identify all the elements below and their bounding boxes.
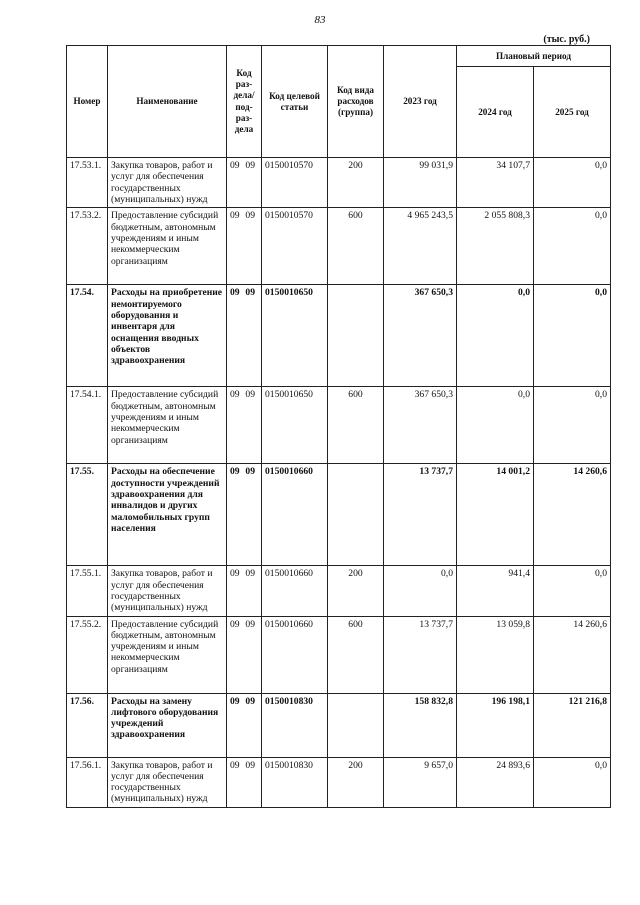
row-2023: 13 737,7 xyxy=(384,464,457,566)
row-name: Расходы на замену лифтового оборудования учреждений здравоохранения xyxy=(108,693,227,757)
row-2024: 34 107,7 xyxy=(457,158,534,208)
subsection-code: 09 xyxy=(245,618,255,630)
row-number: 17.55.1. xyxy=(67,566,108,616)
section-code: 09 xyxy=(230,759,240,771)
row-number: 17.56. xyxy=(67,693,108,757)
subsection-code: 09 xyxy=(245,287,255,299)
subsection-code: 09 xyxy=(245,160,255,171)
row-name: Предоставление субсидий бюджетным, автономным учреждениям и иным некоммерческим организациям xyxy=(108,387,227,464)
row-name: Закупка товаров, работ и услуг для обеспечения государственных (муниципальных) нужд xyxy=(108,757,227,807)
table-row xyxy=(67,616,611,693)
row-2023: 99 031,9 xyxy=(384,158,457,208)
section-code: 09 xyxy=(230,160,240,171)
page-number: 83 xyxy=(314,14,326,26)
row-2024: 0,0 xyxy=(457,285,534,387)
row-expense-code: 600 xyxy=(328,208,384,285)
row-2023: 367 650,3 xyxy=(384,387,457,464)
section-code: 09 xyxy=(230,618,240,630)
row-2024: 2 055 808,3 xyxy=(457,208,534,285)
row-expense-code xyxy=(328,464,384,566)
row-name: Закупка товаров, работ и услуг для обеспечения государственных (муниципальных) нужд xyxy=(108,158,227,208)
row-target-code: 0150010650 xyxy=(262,285,328,387)
row-2024: 0,0 xyxy=(457,387,534,464)
row-2023: 0,0 xyxy=(384,566,457,616)
row-section xyxy=(227,566,262,616)
row-target-code: 0150010660 xyxy=(262,616,328,693)
row-number: 17.56.1. xyxy=(67,757,108,807)
row-expense-code: 600 xyxy=(328,387,384,464)
subsection-code: 09 xyxy=(245,759,255,771)
row-2025: 0,0 xyxy=(534,208,611,285)
row-2023: 4 965 243,5 xyxy=(384,208,457,285)
row-expense-code: 200 xyxy=(328,158,384,208)
row-2024: 14 001,2 xyxy=(457,464,534,566)
header-expense-code: Код вида расходов (группа) xyxy=(328,46,384,158)
row-target-code: 0150010830 xyxy=(262,693,328,757)
row-number: 17.54.1. xyxy=(67,387,108,464)
row-section xyxy=(227,757,262,807)
table-row xyxy=(67,208,611,285)
row-2025: 121 216,8 xyxy=(534,693,611,757)
subsection-code: 09 xyxy=(245,695,255,707)
table-row xyxy=(67,387,611,464)
header-name: Наименование xyxy=(108,46,227,158)
row-2025: 0,0 xyxy=(534,387,611,464)
row-2023: 158 832,8 xyxy=(384,693,457,757)
row-2025: 0,0 xyxy=(534,566,611,616)
row-2023: 9 657,0 xyxy=(384,757,457,807)
table-row xyxy=(67,757,611,807)
row-2025: 0,0 xyxy=(534,285,611,387)
section-code: 09 xyxy=(230,568,240,580)
row-target-code: 0150010660 xyxy=(262,566,328,616)
row-expense-code xyxy=(328,285,384,387)
row-section xyxy=(227,208,262,285)
row-2025: 14 260,6 xyxy=(534,464,611,566)
row-expense-code: 600 xyxy=(328,616,384,693)
row-section xyxy=(227,693,262,757)
row-name: Расходы на обеспечение доступности учреждений здравоохранения для инвалидов и других маломобильных групп населения xyxy=(108,464,227,566)
row-number: 17.53.2. xyxy=(67,208,108,285)
row-name: Предоставление субсидий бюджетным, автономным учреждениям и иным некоммерческим организациям xyxy=(108,616,227,693)
row-section xyxy=(227,464,262,566)
row-target-code: 0150010570 xyxy=(262,158,328,208)
row-2023: 367 650,3 xyxy=(384,285,457,387)
header-section-code: Код раз-дела/ под-раз-дела xyxy=(227,46,262,158)
table-row xyxy=(67,285,611,387)
subsection-code: 09 xyxy=(245,568,255,580)
subsection-code: 09 xyxy=(245,466,255,478)
table-row xyxy=(67,566,611,616)
row-2024: 196 198,1 xyxy=(457,693,534,757)
row-2023: 13 737,7 xyxy=(384,616,457,693)
row-name: Расходы на приобретение немонтируемого оборудования и инвентаря для оснащения вводных объектов здравоохранения xyxy=(108,285,227,387)
row-expense-code xyxy=(328,693,384,757)
header-number: Номер xyxy=(67,46,108,158)
row-name: Закупка товаров, работ и услуг для обеспечения государственных (муниципальных) нужд xyxy=(108,566,227,616)
row-target-code: 0150010570 xyxy=(262,208,328,285)
row-2024: 13 059,8 xyxy=(457,616,534,693)
header-year-2023: 2023 год xyxy=(384,46,457,158)
section-code: 09 xyxy=(230,389,240,401)
row-section xyxy=(227,158,262,208)
row-target-code: 0150010830 xyxy=(262,757,328,807)
row-number: 17.55.2. xyxy=(67,616,108,693)
header-year-2024: 2024 год xyxy=(457,67,534,158)
row-expense-code: 200 xyxy=(328,757,384,807)
table-row xyxy=(67,158,611,208)
row-number: 17.53.1. xyxy=(67,158,108,208)
row-section xyxy=(227,285,262,387)
row-2024: 24 893,6 xyxy=(457,757,534,807)
budget-table xyxy=(66,45,611,808)
table-row xyxy=(67,693,611,757)
header-planned-period: Плановый период xyxy=(457,46,611,67)
subsection-code: 09 xyxy=(245,389,255,401)
section-code: 09 xyxy=(230,466,240,478)
row-target-code: 0150010650 xyxy=(262,387,328,464)
section-code: 09 xyxy=(230,210,240,222)
row-number: 17.55. xyxy=(67,464,108,566)
table-row xyxy=(67,464,611,566)
header-target-code: Код целевой статьи xyxy=(262,46,328,158)
subsection-code: 09 xyxy=(245,210,255,222)
row-target-code: 0150010660 xyxy=(262,464,328,566)
row-section xyxy=(227,387,262,464)
row-2025: 0,0 xyxy=(534,757,611,807)
row-section xyxy=(227,616,262,693)
section-code: 09 xyxy=(230,695,240,707)
section-code: 09 xyxy=(230,287,240,299)
row-2025: 0,0 xyxy=(534,158,611,208)
row-number: 17.54. xyxy=(67,285,108,387)
units-label: (тыс. руб.) xyxy=(543,34,590,45)
header-year-2025: 2025 год xyxy=(534,67,611,158)
row-2025: 14 260,6 xyxy=(534,616,611,693)
row-2024: 941,4 xyxy=(457,566,534,616)
row-expense-code: 200 xyxy=(328,566,384,616)
row-name: Предоставление субсидий бюджетным, автономным учреждениям и иным некоммерческим организациям xyxy=(108,208,227,285)
